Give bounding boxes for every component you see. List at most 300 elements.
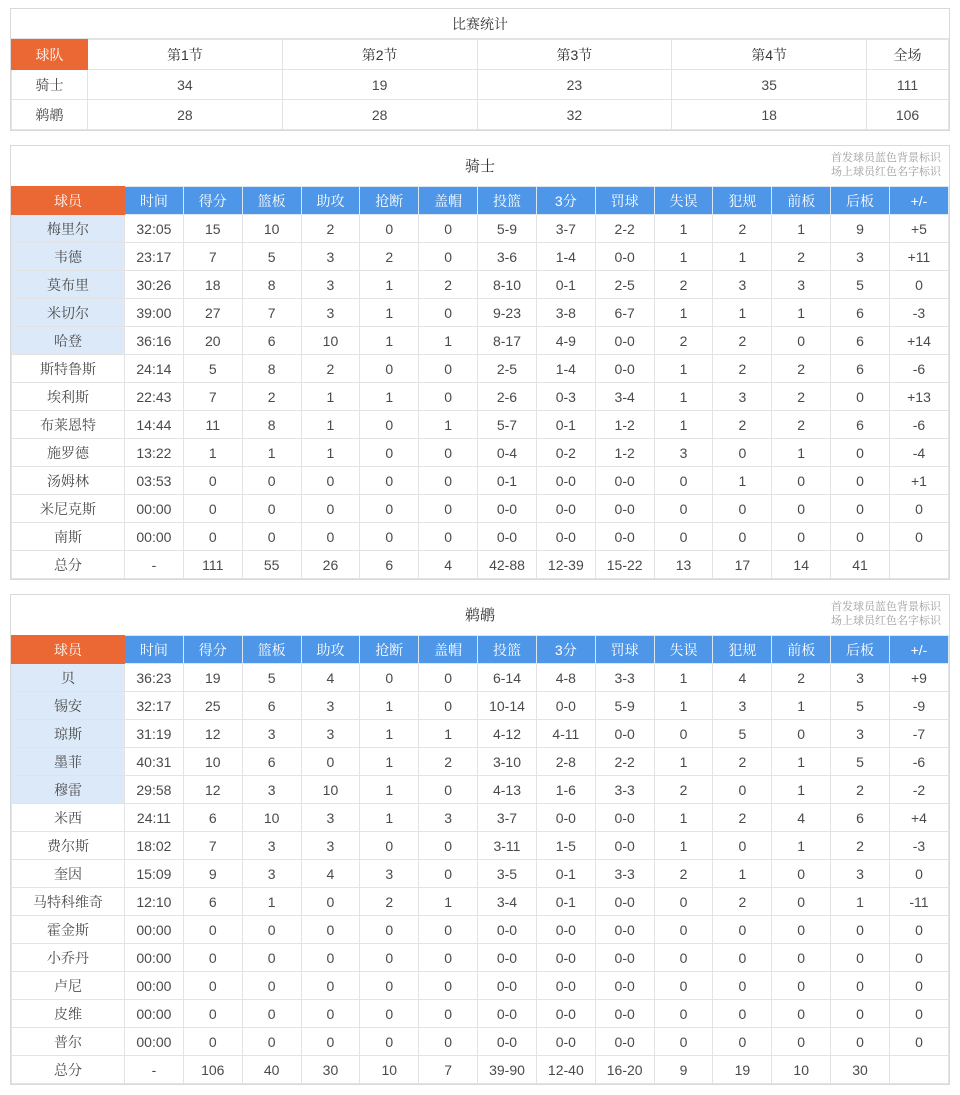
stat-cell: 00:00 xyxy=(125,944,184,972)
score-col-header: 第1节 xyxy=(88,40,283,70)
stat-cell: -3 xyxy=(889,832,948,860)
stat-cell: 3 xyxy=(242,832,301,860)
player-name-cell: 皮维 xyxy=(12,1000,125,1028)
stat-cell: -2 xyxy=(889,776,948,804)
stat-cell: 2 xyxy=(772,355,831,383)
player-row xyxy=(12,271,949,299)
stat-cell: 32:05 xyxy=(125,215,184,243)
stat-cell: 0 xyxy=(419,243,478,271)
stat-cell: 1 xyxy=(419,327,478,355)
stat-cell: 9 xyxy=(831,215,890,243)
stat-cell: 30 xyxy=(831,1056,890,1084)
stat-cell: 0-2 xyxy=(536,439,595,467)
stat-cell: 1 xyxy=(772,776,831,804)
stat-cell: 3-7 xyxy=(536,215,595,243)
stat-cell: -3 xyxy=(889,299,948,327)
stat-cell: 0 xyxy=(419,832,478,860)
stat-col-header: 失误 xyxy=(654,636,713,664)
player-stats-table-cavaliers xyxy=(11,186,949,579)
stat-cell: 1-5 xyxy=(536,832,595,860)
stat-cell: 7 xyxy=(183,832,242,860)
stat-cell: 1 xyxy=(301,439,360,467)
stat-cell: 1 xyxy=(654,411,713,439)
stat-cell: 7 xyxy=(183,243,242,271)
player-name-cell: 韦德 xyxy=(12,243,125,271)
score-col-header: 第2节 xyxy=(282,40,477,70)
stat-cell: 0 xyxy=(360,355,419,383)
score-cell: 19 xyxy=(282,70,477,100)
stat-cell: 6-7 xyxy=(595,299,654,327)
score-table-title: 比赛统计 xyxy=(11,9,949,39)
stat-cell: 39:00 xyxy=(125,299,184,327)
stat-cell: 9 xyxy=(654,1056,713,1084)
stat-cell: 2-2 xyxy=(595,215,654,243)
player-col-header: 球员 xyxy=(12,636,125,664)
stat-cell: 0 xyxy=(360,523,419,551)
stat-cell: 0-0 xyxy=(478,972,537,1000)
stat-col-header: 抢断 xyxy=(360,187,419,215)
stat-col-header: 投篮 xyxy=(478,636,537,664)
stat-cell: 0 xyxy=(654,1000,713,1028)
stat-cell: 5 xyxy=(183,355,242,383)
stat-cell: 1 xyxy=(360,299,419,327)
score-col-header: 第3节 xyxy=(477,40,672,70)
stat-col-header: 犯规 xyxy=(713,187,772,215)
stat-cell: 1 xyxy=(242,439,301,467)
stat-cell: 5 xyxy=(831,692,890,720)
stat-cell: 0-0 xyxy=(595,804,654,832)
stat-cell: 7 xyxy=(419,1056,478,1084)
team-title-bar xyxy=(11,595,949,635)
stat-cell: -11 xyxy=(889,888,948,916)
stat-cell: 0 xyxy=(831,944,890,972)
stat-cell: 18 xyxy=(183,271,242,299)
player-row xyxy=(12,383,949,411)
stat-cell: 0-0 xyxy=(595,327,654,355)
stat-cell: 40 xyxy=(242,1056,301,1084)
stat-cell: 3-4 xyxy=(478,888,537,916)
stat-cell: 8 xyxy=(242,411,301,439)
stat-cell: 0 xyxy=(831,467,890,495)
score-col-header: 全场 xyxy=(867,40,949,70)
stat-cell: 5 xyxy=(242,243,301,271)
stat-cell: 1 xyxy=(654,664,713,692)
stat-col-header: 盖帽 xyxy=(419,636,478,664)
player-row xyxy=(12,355,949,383)
total-row xyxy=(12,551,949,579)
legend-line-oncourt: 场上球员红色名字标识 xyxy=(831,166,941,178)
stat-cell: 2 xyxy=(772,383,831,411)
stat-cell: 00:00 xyxy=(125,972,184,1000)
stat-cell: 1 xyxy=(772,692,831,720)
stat-cell: 1 xyxy=(360,776,419,804)
score-cell: 18 xyxy=(672,100,867,130)
stat-cell: 3 xyxy=(301,832,360,860)
stat-cell: 0 xyxy=(889,1028,948,1056)
stat-cell: 0 xyxy=(242,916,301,944)
stat-cell: 18:02 xyxy=(125,832,184,860)
stat-cell: 1 xyxy=(360,383,419,411)
stats-header-row xyxy=(12,187,949,215)
stat-cell: 20 xyxy=(183,327,242,355)
stat-cell: 1 xyxy=(360,327,419,355)
stat-cell: 0 xyxy=(831,916,890,944)
stat-cell: 15:09 xyxy=(125,860,184,888)
stat-cell: 1-4 xyxy=(536,355,595,383)
stat-cell: +4 xyxy=(889,804,948,832)
stat-cell: 6 xyxy=(831,804,890,832)
stat-cell: 0-0 xyxy=(595,355,654,383)
stat-col-header: 助攻 xyxy=(301,187,360,215)
player-col-header: 球员 xyxy=(12,187,125,215)
stat-cell: 0 xyxy=(772,720,831,748)
player-name-cell: 锡安 xyxy=(12,692,125,720)
stat-cell: 0 xyxy=(301,467,360,495)
score-panel xyxy=(10,8,950,131)
stat-cell: 0-0 xyxy=(478,1000,537,1028)
stat-cell: 0-0 xyxy=(478,1028,537,1056)
score-cell: 32 xyxy=(477,100,672,130)
stat-cell: 12 xyxy=(183,720,242,748)
stat-cell: 3 xyxy=(831,860,890,888)
player-name-cell: 奎因 xyxy=(12,860,125,888)
stat-col-header: 罚球 xyxy=(595,636,654,664)
stat-cell: 0-0 xyxy=(595,1028,654,1056)
stat-cell: 0 xyxy=(713,944,772,972)
score-table-body xyxy=(12,70,949,130)
stat-cell: 2 xyxy=(713,355,772,383)
stat-cell: 1 xyxy=(713,243,772,271)
stat-cell: 3 xyxy=(242,720,301,748)
team-title-bar xyxy=(11,146,949,186)
stat-cell: 0 xyxy=(654,888,713,916)
stat-cell: 2-6 xyxy=(478,383,537,411)
stat-cell: 2-8 xyxy=(536,748,595,776)
stat-cell: 0 xyxy=(301,1028,360,1056)
stat-cell: 0 xyxy=(360,1028,419,1056)
stat-col-header: 抢断 xyxy=(360,636,419,664)
stat-col-header: +/- xyxy=(889,636,948,664)
player-row xyxy=(12,215,949,243)
stat-cell: 4 xyxy=(713,664,772,692)
player-row xyxy=(12,243,949,271)
stat-cell: -6 xyxy=(889,355,948,383)
stat-col-header: 后板 xyxy=(831,187,890,215)
starter-legend xyxy=(831,151,941,179)
stat-cell: 6 xyxy=(183,888,242,916)
stat-cell: 0 xyxy=(183,467,242,495)
stat-cell: 2 xyxy=(654,860,713,888)
player-row xyxy=(12,916,949,944)
stat-cell: 0-0 xyxy=(536,692,595,720)
score-cell: 23 xyxy=(477,70,672,100)
stat-cell: 0 xyxy=(772,888,831,916)
stat-cell: 5 xyxy=(831,271,890,299)
stat-cell: 3 xyxy=(713,383,772,411)
stat-cell: 5 xyxy=(831,748,890,776)
stat-cell: 1 xyxy=(183,439,242,467)
stat-col-header: 犯规 xyxy=(713,636,772,664)
stat-cell: 3-11 xyxy=(478,832,537,860)
stat-cell: 0 xyxy=(301,972,360,1000)
stat-cell: 6 xyxy=(831,411,890,439)
stat-cell: 0-1 xyxy=(536,271,595,299)
stat-cell: 3-5 xyxy=(478,860,537,888)
stat-cell: 2-2 xyxy=(595,748,654,776)
stat-cell: 3 xyxy=(419,804,478,832)
stat-cell: 0 xyxy=(183,1028,242,1056)
stat-cell: 0-0 xyxy=(595,523,654,551)
stat-cell: 26 xyxy=(301,551,360,579)
stat-cell: 0-1 xyxy=(536,411,595,439)
stat-cell: 1 xyxy=(360,804,419,832)
stat-cell: 3-10 xyxy=(478,748,537,776)
stat-cell: 0 xyxy=(419,972,478,1000)
player-name-cell: 南斯 xyxy=(12,523,125,551)
stat-cell: 0 xyxy=(419,916,478,944)
stat-cell: 1 xyxy=(360,692,419,720)
stat-cell: 3 xyxy=(242,860,301,888)
stat-cell: 0 xyxy=(831,439,890,467)
player-name-cell: 墨菲 xyxy=(12,748,125,776)
stat-cell: 3 xyxy=(301,692,360,720)
stat-cell: 2 xyxy=(654,271,713,299)
stat-cell: 0-0 xyxy=(595,243,654,271)
stat-cell: 0 xyxy=(654,944,713,972)
stat-cell: 0 xyxy=(772,972,831,1000)
stat-cell: 0 xyxy=(713,439,772,467)
stat-cell: 6 xyxy=(360,551,419,579)
legend-line-oncourt: 场上球员红色名字标识 xyxy=(831,615,941,627)
player-name-cell: 马特科维奇 xyxy=(12,888,125,916)
stat-cell: 0 xyxy=(713,523,772,551)
stat-cell: 0 xyxy=(654,523,713,551)
player-row xyxy=(12,804,949,832)
stat-cell: 6 xyxy=(831,327,890,355)
stat-cell: +13 xyxy=(889,383,948,411)
stat-cell: 0 xyxy=(772,916,831,944)
stat-cell: 5-7 xyxy=(478,411,537,439)
stat-cell: 1 xyxy=(419,720,478,748)
stat-cell: 0 xyxy=(360,495,419,523)
stat-cell: 0 xyxy=(360,664,419,692)
stat-cell: 22:43 xyxy=(125,383,184,411)
team-panel-cavaliers xyxy=(10,145,950,580)
stat-cell: 0-0 xyxy=(595,916,654,944)
player-name-cell: 琼斯 xyxy=(12,720,125,748)
player-row xyxy=(12,467,949,495)
stat-cell: 0-0 xyxy=(595,467,654,495)
stat-cell: 6 xyxy=(242,692,301,720)
stat-cell: 0 xyxy=(889,523,948,551)
stat-cell: 1 xyxy=(772,439,831,467)
player-name-cell: 米切尔 xyxy=(12,299,125,327)
stat-cell: 0 xyxy=(831,1000,890,1028)
player-row xyxy=(12,860,949,888)
stat-cell: 0-0 xyxy=(478,944,537,972)
stat-cell: 1 xyxy=(713,467,772,495)
stat-cell: 2 xyxy=(713,888,772,916)
stat-cell: 10 xyxy=(772,1056,831,1084)
stat-cell: 15 xyxy=(183,215,242,243)
stat-cell: 0 xyxy=(772,860,831,888)
stat-col-header: 3分 xyxy=(536,187,595,215)
stat-cell: 0 xyxy=(183,916,242,944)
stat-cell: 1 xyxy=(713,860,772,888)
stat-cell: 3-8 xyxy=(536,299,595,327)
legend-line-starter: 首发球员蓝色背景标识 xyxy=(831,601,941,613)
stat-cell: 3 xyxy=(301,299,360,327)
stat-cell: 0-0 xyxy=(478,495,537,523)
stat-cell: 25 xyxy=(183,692,242,720)
stat-cell: 9-23 xyxy=(478,299,537,327)
stat-cell: 0 xyxy=(654,1028,713,1056)
player-row xyxy=(12,692,949,720)
stat-cell: 0 xyxy=(713,1028,772,1056)
stat-cell: 30 xyxy=(301,1056,360,1084)
stat-cell: 13:22 xyxy=(125,439,184,467)
stat-cell: 4-13 xyxy=(478,776,537,804)
team-title: 骑士 xyxy=(464,158,495,175)
stat-cell: 55 xyxy=(242,551,301,579)
stat-cell: 0 xyxy=(654,467,713,495)
stat-cell: -6 xyxy=(889,748,948,776)
stat-cell: 3 xyxy=(301,243,360,271)
player-name-cell: 汤姆林 xyxy=(12,467,125,495)
stat-cell: 0 xyxy=(713,495,772,523)
stat-cell: 3 xyxy=(713,692,772,720)
stat-cell: +5 xyxy=(889,215,948,243)
stat-cell: 12 xyxy=(183,776,242,804)
stat-cell: 2-5 xyxy=(595,271,654,299)
stat-cell: 10 xyxy=(301,327,360,355)
stat-cell: 0 xyxy=(183,1000,242,1028)
stat-cell: 0-0 xyxy=(478,523,537,551)
stat-cell: 14:44 xyxy=(125,411,184,439)
stat-cell: 12:10 xyxy=(125,888,184,916)
stat-cell: 0 xyxy=(654,720,713,748)
player-name-cell: 小乔丹 xyxy=(12,944,125,972)
stat-cell xyxy=(889,551,948,579)
team-title: 鹈鹕 xyxy=(464,607,495,624)
stat-cell: 0 xyxy=(419,860,478,888)
stat-cell: 17 xyxy=(713,551,772,579)
stat-cell: 4 xyxy=(419,551,478,579)
stat-cell: 2 xyxy=(654,776,713,804)
player-name-cell: 费尔斯 xyxy=(12,832,125,860)
stat-cell: 0 xyxy=(242,523,301,551)
player-row xyxy=(12,748,949,776)
player-row xyxy=(12,411,949,439)
stat-cell: 32:17 xyxy=(125,692,184,720)
stat-cell: 0 xyxy=(301,944,360,972)
stat-cell: 1 xyxy=(654,215,713,243)
stat-cell: 11 xyxy=(183,411,242,439)
stat-col-header: 失误 xyxy=(654,187,713,215)
stat-cell: 4 xyxy=(772,804,831,832)
stat-cell: 19 xyxy=(183,664,242,692)
stat-cell: 3 xyxy=(654,439,713,467)
stat-cell: 0 xyxy=(889,1000,948,1028)
player-row xyxy=(12,523,949,551)
stat-cell: 1 xyxy=(654,383,713,411)
stat-cell: 3-4 xyxy=(595,383,654,411)
stat-cell: 1 xyxy=(654,804,713,832)
stat-cell: 2 xyxy=(242,383,301,411)
stat-cell: 0 xyxy=(831,1028,890,1056)
score-col-header: 第4节 xyxy=(672,40,867,70)
stat-cell: 3 xyxy=(301,720,360,748)
stat-cell: 6 xyxy=(831,355,890,383)
stat-cell: 4-12 xyxy=(478,720,537,748)
stat-cell: +11 xyxy=(889,243,948,271)
stat-col-header: 篮板 xyxy=(242,636,301,664)
stat-cell: 0 xyxy=(419,1028,478,1056)
score-cell: 111 xyxy=(867,70,949,100)
stat-cell: 00:00 xyxy=(125,495,184,523)
stat-cell: 0 xyxy=(242,1028,301,1056)
stat-cell: 0 xyxy=(419,355,478,383)
stat-col-header: 前板 xyxy=(772,187,831,215)
stat-cell: 0-3 xyxy=(536,383,595,411)
stat-cell: - xyxy=(125,1056,184,1084)
stat-cell: 0 xyxy=(772,467,831,495)
stat-cell: 24:11 xyxy=(125,804,184,832)
stat-cell: 2 xyxy=(713,215,772,243)
stat-cell: 4-9 xyxy=(536,327,595,355)
team-name-cell: 骑士 xyxy=(12,70,88,100)
stat-cell: 0 xyxy=(772,1028,831,1056)
total-label-cell: 总分 xyxy=(12,551,125,579)
stat-cell: 0 xyxy=(419,299,478,327)
stat-cell: 0 xyxy=(419,1000,478,1028)
stat-cell: 4-8 xyxy=(536,664,595,692)
stat-cell: 7 xyxy=(183,383,242,411)
stat-cell: 2 xyxy=(772,411,831,439)
stat-col-header: 盖帽 xyxy=(419,187,478,215)
stat-cell: 0 xyxy=(301,523,360,551)
stat-cell xyxy=(889,1056,948,1084)
stat-cell: 9 xyxy=(183,860,242,888)
stat-cell: 0 xyxy=(419,467,478,495)
stat-cell: 00:00 xyxy=(125,916,184,944)
stat-cell: 6 xyxy=(831,299,890,327)
player-row xyxy=(12,1000,949,1028)
score-row xyxy=(12,70,949,100)
stat-cell: 5-9 xyxy=(478,215,537,243)
stat-cell: -9 xyxy=(889,692,948,720)
stat-cell: 0-0 xyxy=(595,495,654,523)
stat-cell: 0 xyxy=(301,495,360,523)
player-name-cell: 梅里尔 xyxy=(12,215,125,243)
stat-cell: -6 xyxy=(889,411,948,439)
total-label-cell: 总分 xyxy=(12,1056,125,1084)
player-row xyxy=(12,776,949,804)
stat-cell: 0 xyxy=(713,972,772,1000)
stat-cell: 0-1 xyxy=(536,860,595,888)
stat-col-header: 投篮 xyxy=(478,187,537,215)
stat-cell: - xyxy=(125,551,184,579)
stat-col-header: 前板 xyxy=(772,636,831,664)
stat-cell: 12-40 xyxy=(536,1056,595,1084)
player-name-cell: 布莱恩特 xyxy=(12,411,125,439)
stat-cell: 31:19 xyxy=(125,720,184,748)
stat-cell: 4-11 xyxy=(536,720,595,748)
player-name-cell: 埃利斯 xyxy=(12,383,125,411)
starter-legend xyxy=(831,600,941,628)
player-row xyxy=(12,664,949,692)
stat-cell: 1 xyxy=(772,299,831,327)
